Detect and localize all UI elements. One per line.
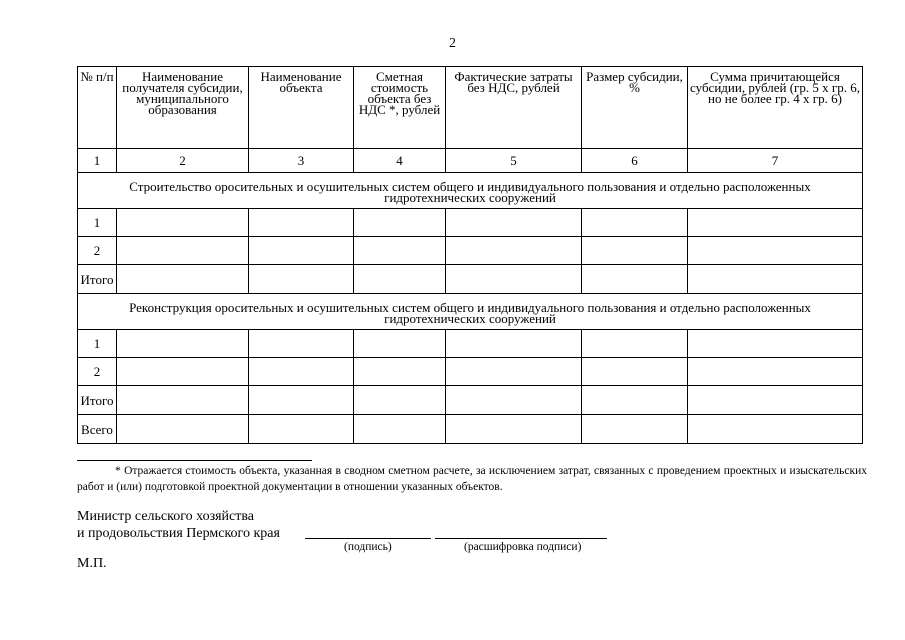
signatory-title-line: Министр сельского хозяйства	[77, 509, 254, 524]
empty-cell	[582, 386, 688, 415]
empty-cell	[688, 265, 863, 294]
empty-cell	[688, 415, 863, 444]
stamp-label: М.П.	[77, 556, 107, 571]
empty-cell	[354, 358, 446, 386]
empty-cell	[354, 386, 446, 415]
empty-cell	[446, 209, 582, 237]
empty-cell	[446, 237, 582, 265]
empty-cell	[688, 209, 863, 237]
column-number: 7	[688, 149, 863, 173]
empty-cell	[582, 330, 688, 358]
empty-cell	[117, 386, 249, 415]
section-title-reconstruction	[78, 294, 863, 330]
table-row	[78, 237, 863, 265]
section-title: Строительство оросительных и осушительных систем общего и индивидуального пользования и отдельно расположенных гидротехнических сооружений	[78, 173, 863, 209]
page-number: 2	[449, 36, 456, 51]
empty-cell	[446, 386, 582, 415]
subtotal-row	[78, 386, 863, 415]
empty-cell	[117, 415, 249, 444]
empty-cell	[354, 415, 446, 444]
section-title-construction	[78, 173, 863, 209]
empty-cell	[582, 237, 688, 265]
subtotal-label: Итого	[78, 386, 117, 415]
table-row	[78, 358, 863, 386]
table-row	[78, 330, 863, 358]
empty-cell	[354, 330, 446, 358]
empty-cell	[582, 415, 688, 444]
footnote-divider	[77, 460, 312, 461]
empty-cell	[582, 265, 688, 294]
subtotal-label: Итого	[78, 265, 117, 294]
empty-cell	[446, 330, 582, 358]
empty-cell	[354, 237, 446, 265]
empty-cell	[117, 209, 249, 237]
empty-cell	[688, 358, 863, 386]
row-number: 1	[78, 209, 117, 237]
column-number: 2	[117, 149, 249, 173]
row-number: 2	[78, 237, 117, 265]
empty-cell	[446, 265, 582, 294]
empty-cell	[688, 237, 863, 265]
subtotal-row	[78, 265, 863, 294]
empty-cell	[446, 358, 582, 386]
header-cell-estimated-cost: Сметная стоимость объекта без НДС *, рублей	[354, 67, 446, 149]
empty-cell	[688, 330, 863, 358]
section-title: Реконструкция оросительных и осушительных систем общего и индивидуального пользования и отдельно расположенных гидротехнических сооружений	[78, 294, 863, 330]
signatory-title	[77, 508, 280, 542]
signature-line	[305, 538, 431, 539]
empty-cell	[354, 265, 446, 294]
header-cell-subsidy-amount: Сумма причитающейся субсидии, рублей (гр. 5 х гр. 6, но не более гр. 4 х гр. 6)	[688, 67, 863, 149]
header-cell-object-name: Наименование объекта	[249, 67, 354, 149]
footnote: * Отражается стоимость объекта, указанная в сводном сметном расчете, за исключением затрат, связанных с проведением проектных и изыскательских работ и (или) подготовкой проектной документации в отношении указанных объектов.	[77, 465, 867, 493]
empty-cell	[249, 237, 354, 265]
empty-cell	[117, 358, 249, 386]
empty-cell	[249, 265, 354, 294]
subsidy-table	[77, 66, 863, 444]
header-cell-number: № п/п	[78, 67, 117, 149]
grand-total-label: Всего	[78, 415, 117, 444]
column-number: 3	[249, 149, 354, 173]
column-number: 1	[78, 149, 117, 173]
table-row	[78, 209, 863, 237]
empty-cell	[117, 330, 249, 358]
empty-cell	[249, 209, 354, 237]
signature-decoding-label: (расшифровка подписи)	[464, 541, 582, 553]
column-number: 6	[582, 149, 688, 173]
column-number: 5	[446, 149, 582, 173]
header-cell-recipient: Наименование получателя субсидии, муниципального образования	[117, 67, 249, 149]
header-cell-actual-costs: Фактические затраты без НДС, рублей	[446, 67, 582, 149]
header-row	[78, 67, 863, 149]
row-number: 2	[78, 358, 117, 386]
row-number: 1	[78, 330, 117, 358]
empty-cell	[446, 415, 582, 444]
empty-cell	[249, 415, 354, 444]
empty-cell	[354, 209, 446, 237]
grand-total-row	[78, 415, 863, 444]
header-cell-subsidy-rate: Размер субсидии, %	[582, 67, 688, 149]
empty-cell	[249, 358, 354, 386]
empty-cell	[249, 386, 354, 415]
signature-decoding-line	[435, 538, 607, 539]
empty-cell	[688, 386, 863, 415]
signature-label: (подпись)	[344, 541, 392, 553]
empty-cell	[582, 358, 688, 386]
column-number: 4	[354, 149, 446, 173]
signatory-title-line: и продовольствия Пермского края	[77, 526, 280, 541]
empty-cell	[117, 237, 249, 265]
empty-cell	[117, 265, 249, 294]
empty-cell	[582, 209, 688, 237]
empty-cell	[249, 330, 354, 358]
column-number-row	[78, 149, 863, 173]
